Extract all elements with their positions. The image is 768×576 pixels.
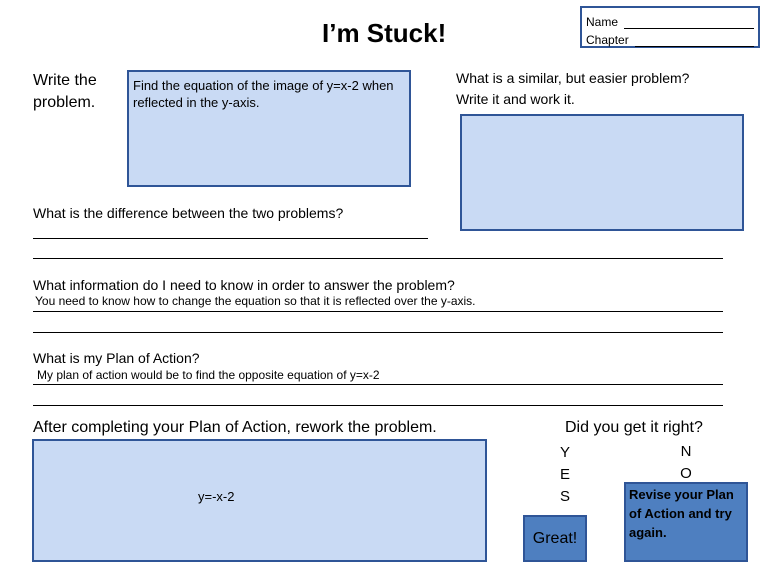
rework-instruction: After completing your Plan of Action, rework the problem.: [33, 419, 437, 436]
yes-letter-e: E: [559, 466, 570, 483]
difference-answer-line-2[interactable]: [33, 258, 723, 259]
chapter-label: Chapter: [586, 33, 629, 47]
difference-question: What is the difference between the two problems?: [33, 205, 344, 221]
yes-letter-y: Y: [559, 444, 570, 461]
name-label: Name: [586, 15, 619, 29]
rework-box[interactable]: [32, 439, 487, 562]
write-problem-label-line1: Write the: [33, 72, 97, 89]
revise-label: Revise your Plan of Action and try again.: [629, 487, 734, 540]
plan-answer-line-1[interactable]: [33, 384, 723, 385]
similar-problem-question: [456, 68, 689, 110]
information-answer-line-2[interactable]: [33, 332, 723, 333]
similar-problem-box[interactable]: [460, 114, 744, 231]
page-title: I’m Stuck!: [322, 18, 447, 48]
similar-problem-question-line1: What is a similar, but easier problem?: [456, 70, 690, 86]
plan-answer-line-2[interactable]: [33, 405, 723, 406]
problem-box[interactable]: [127, 70, 411, 187]
difference-answer-line-1[interactable]: [33, 238, 428, 239]
name-chapter-box: [580, 6, 760, 48]
information-answer: You need to know how to change the equation so that it is reflected over the y-axis.: [35, 294, 476, 308]
no-letter-n: N: [680, 443, 692, 460]
no-letters: [679, 441, 693, 485]
problem-text: Find the equation of the image of y=x-2 when reflected in the y-axis.: [133, 78, 394, 110]
plan-answer: My plan of action would be to find the opposite equation of y=x-2: [37, 368, 380, 382]
great-button[interactable]: [523, 515, 587, 562]
information-question: What information do I need to know in order to answer the problem?: [33, 277, 455, 293]
write-problem-label: [33, 70, 97, 114]
yes-letter-s: S: [559, 488, 570, 505]
no-letter-o: O: [680, 465, 692, 482]
name-field[interactable]: [624, 16, 754, 29]
revise-box[interactable]: [624, 482, 748, 562]
great-label: Great!: [532, 529, 578, 547]
similar-problem-question-line2: Write it and work it.: [456, 91, 575, 107]
yes-letters: [558, 442, 572, 508]
name-row: [586, 11, 754, 29]
check-question: Did you get it right?: [565, 419, 703, 436]
rework-answer: y=-x-2: [198, 489, 235, 504]
plan-question: What is my Plan of Action?: [33, 350, 200, 366]
chapter-field[interactable]: [635, 34, 754, 47]
write-problem-label-line2: problem.: [33, 94, 96, 111]
information-answer-line-1[interactable]: [33, 311, 723, 312]
chapter-row: [586, 29, 754, 47]
